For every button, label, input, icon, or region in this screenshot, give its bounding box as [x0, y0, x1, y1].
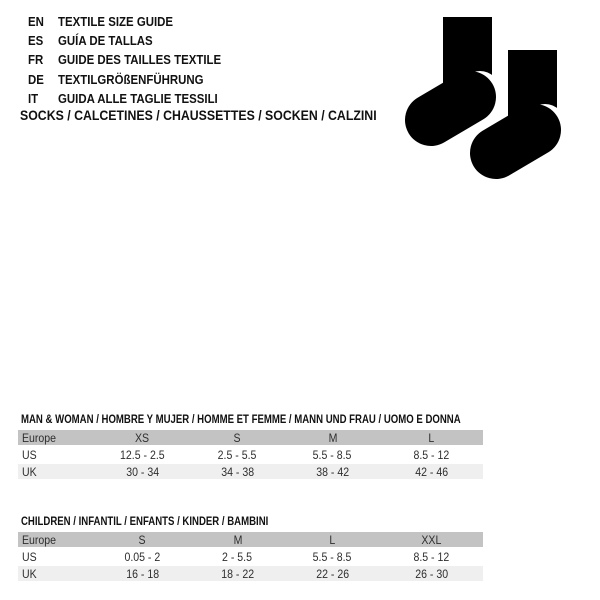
header-cell: Europe — [22, 532, 57, 547]
header-cell: L — [428, 430, 435, 445]
table-row-us — [18, 447, 483, 462]
size-cell: 5.5 - 8.5 — [313, 447, 352, 462]
header-cell: L — [329, 532, 336, 547]
language-code: FR — [28, 52, 44, 68]
header-cell: S — [233, 430, 242, 445]
language-row-it — [28, 89, 243, 108]
row-label: US — [22, 549, 37, 564]
table-children — [18, 514, 483, 581]
language-label: GUIDE DES TAILLES TEXTILE — [58, 52, 222, 68]
row-label: UK — [22, 566, 37, 581]
size-cell: 38 - 42 — [316, 464, 349, 479]
language-row-es — [28, 31, 243, 50]
size-cell: 18 - 22 — [221, 566, 254, 581]
language-label: TEXTILGRÖßENFÜHRUNG — [58, 71, 204, 87]
header-cell: Europe — [22, 430, 57, 445]
size-cell: 8.5 - 12 — [413, 549, 450, 564]
language-code: IT — [28, 90, 39, 106]
table-row-uk — [18, 566, 483, 581]
language-label: GUIDA ALLE TAGLIE TESSILI — [58, 90, 218, 106]
table-header-row — [18, 430, 483, 445]
size-cell: 2.5 - 5.5 — [218, 447, 257, 462]
socks-icon — [405, 17, 565, 181]
header-cell: S — [138, 532, 147, 547]
language-code: DE — [28, 71, 44, 87]
size-table — [18, 430, 483, 479]
size-cell: 12.5 - 2.5 — [120, 447, 165, 462]
table-title: MAN & WOMAN / HOMBRE Y MUJER / HOMME ET FEMME / MANN UND FRAU / UOMO E DONNA — [21, 412, 461, 426]
table-row-uk — [18, 464, 483, 479]
size-cell: 5.5 - 8.5 — [313, 549, 352, 564]
language-label: TEXTILE SIZE GUIDE — [58, 14, 174, 30]
size-table — [18, 532, 483, 581]
language-label: GUÍA DE TALLAS — [58, 33, 153, 49]
header-cell: XXL — [421, 532, 442, 547]
size-cell: 0.05 - 2 — [124, 549, 161, 564]
size-cell: 8.5 - 12 — [413, 447, 450, 462]
size-cell: 26 - 30 — [415, 566, 448, 581]
language-row-en — [28, 12, 243, 31]
size-cell: 2 - 5.5 — [222, 549, 253, 564]
language-row-de — [28, 70, 243, 89]
size-cell: 22 - 26 — [316, 566, 349, 581]
header-cell: M — [328, 430, 337, 445]
row-label: UK — [22, 464, 37, 479]
table-header-row — [18, 532, 483, 547]
language-code: EN — [28, 14, 44, 30]
language-list — [28, 12, 243, 108]
table-man-woman — [18, 412, 483, 479]
language-code: ES — [28, 33, 44, 49]
header-cell: M — [233, 532, 242, 547]
language-row-fr — [28, 50, 243, 69]
header-cell: XS — [135, 430, 150, 445]
size-cell: 16 - 18 — [126, 566, 159, 581]
size-cell: 42 - 46 — [415, 464, 448, 479]
table-title: CHILDREN / INFANTIL / ENFANTS / KINDER / BAMBINI — [21, 514, 269, 528]
row-label: US — [22, 447, 37, 462]
size-cell: 34 - 38 — [221, 464, 254, 479]
size-cell: 30 - 34 — [126, 464, 159, 479]
table-row-us — [18, 549, 483, 564]
category-title: SOCKS / CALCETINES / CHAUSSETTES / SOCKEN / CALZINI — [20, 107, 377, 123]
